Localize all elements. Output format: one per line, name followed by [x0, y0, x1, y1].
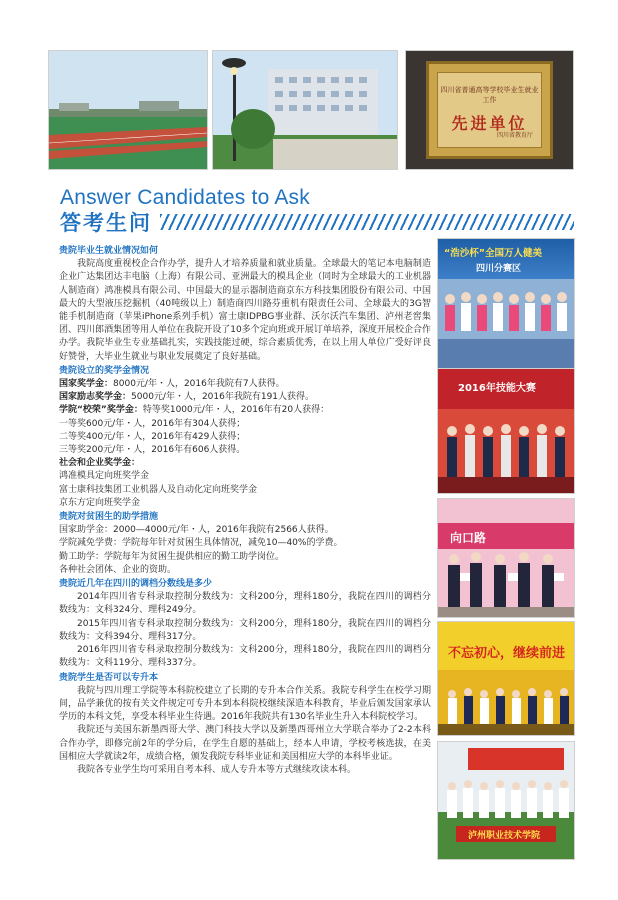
school-scholarship-label: 学院“校荣”奖学金：	[59, 405, 143, 416]
plaque-main-text: 先进单位	[451, 114, 528, 133]
second-prize: 二等奖400元/年・人，2016年有429人获得；	[59, 431, 246, 442]
section-heading-aid: 贵院对贫困生的助学措施	[59, 512, 159, 523]
third-prize: 三等奖200元/年・人，2016年有606人获得。	[59, 445, 246, 456]
upgrade-paragraph-3: 我院各专业学生均可采用自考本科、成人专升本等方式继续攻读本科。	[77, 764, 357, 775]
group-banner: 泸州职业技术学院	[468, 831, 541, 841]
social-scholarship-item: 京东方定向班奖学金	[59, 497, 141, 508]
social-scholarship-item: 鸿准模具定向班奖学金	[59, 471, 150, 482]
section-heading-upgrade: 贵院学生是否可以专升本	[59, 672, 159, 683]
first-prize: 一等奖600元/年・人，2016年有304人获得；	[59, 418, 246, 429]
school-scholarship	[59, 404, 431, 417]
sports-field-photo	[48, 50, 208, 170]
award-plaque-photo	[405, 50, 574, 170]
section-heading-scholarship: 贵院设立的奖学金情况	[59, 365, 150, 376]
national-scholarship	[59, 378, 431, 391]
employment-paragraph: 我院高度重视校企合作办学，提升人才培养质量和就业质量。全球最大的笔记本电脑制造企业广达集团达丰电脑（上海）有限公司、亚洲最大的模具企业（同时为全球最大的工业机器人制造商）鸿准模具有限公司、中国最大的显示器制造商京东方科技集团股份有限公司、中国最大的大型液压挖掘机（40吨级以上）制造商四川路芬重机有限责任公司、全球最大的3G智能手机制造商（苹果iPhone系列手机）富士康IDPBG事业群、沃尔沃汽车集团、泸州老窖集团、四川郎酒集团等用人单位在我院开设了10多个定向班或开展订单培养，深度开展校企合作办学。我院毕业生专业基础扎实，实践技能过硬，综合素质优秀，在以上用人单位广受好评良好赞誉，大毕业生就业与职业发展奠定了良好基础。	[59, 259, 431, 362]
ceremony-banner: 向口路	[450, 531, 487, 545]
score-2015: 2015年四川省专科录取控制分数线为：文科200分，理科180分，我院在四川的调档分数线为：文科394分、理科317分。	[59, 618, 431, 642]
concert-photo	[437, 621, 575, 736]
award-plaque	[426, 61, 553, 159]
fitness-event-photo	[437, 238, 575, 376]
fitness-banner-title: “浩沙杯”全国万人健美	[444, 248, 542, 259]
section-heading-scores: 贵院近几年在四川的调档分数线是多少	[59, 579, 213, 590]
hatch-divider	[160, 214, 574, 230]
aid-grant: 国家助学金：2000—4000元/年・人，2016年我院有2566人获得。	[59, 525, 334, 536]
aid-workstudy: 勤工助学：学院每年为贫困生提供相应的勤工助学岗位。	[59, 551, 285, 562]
concert-banner: 不忘初心，继续前进	[448, 646, 566, 661]
contest-banner: 2016年技能大赛	[458, 383, 536, 394]
inspirational-scholarship-text: 5000元/年・人，2016年我院有191人获得。	[131, 392, 315, 403]
upgrade-paragraph-2: 我院还与美国东新墨西哥大学、澳门科技大学以及新墨西哥州立大学联合举办了2-2本科合作办学，即修完前2年的学分后，在学生自愿的基础上，经本人申请，学校考核选拔，在美国相应大学就读2年，成绩合格，颁发我院专科毕业证和美国相应大学的本科毕业证。	[59, 725, 431, 762]
campus-building-photo	[212, 50, 398, 170]
fitness-banner-subtitle: 四川分赛区	[476, 264, 522, 274]
score-2016: 2016年四川省专科录取控制分数线为：文科200分，理科180分，我院在四川的调档分数线为：文科119分、理科337分。	[59, 645, 431, 669]
faq-content	[59, 244, 431, 777]
group-photo	[437, 741, 575, 860]
inspirational-scholarship-label: 国家励志奖学金：	[59, 392, 132, 403]
national-scholarship-text: 8000元/年・人，2016年我院有7人获得。	[113, 379, 285, 390]
score-2014: 2014年四川省专科录取控制分数线为：文科200分，理科180分，我院在四川的调档分数线为：文科324分、理科249分。	[59, 592, 431, 616]
ceremony-photo	[437, 498, 575, 618]
upgrade-paragraph-1: 我院与四川理工学院等本科院校建立了长期的专升本合作关系。我院专科学生在校学习期间，品学兼优的按有关文件规定可专升本到本科院校继续深造本科教育，毕业后颁发国家承认学历的本科文凭，享受本科毕业生待遇。2016年我院共有130名毕业生升入本科院校学习。	[59, 685, 431, 723]
aid-waiver: 学院减免学费：学院每年针对贫困生具体情况，减免10—40%的学费。	[59, 538, 343, 549]
plaque-issuer: 四川省教育厅	[496, 132, 533, 139]
chinese-title: 答考生问	[60, 211, 152, 235]
social-scholarship-item: 富士康科技集团工业机器人及自动化定向班奖学金	[59, 484, 258, 495]
aid-groups: 各种社会团体、企业的资助。	[59, 564, 177, 575]
plaque-top-text: 四川省普通高等学校毕业生就业工作	[440, 86, 539, 104]
school-scholarship-text: 特等奖1000元/年・人，2016年有20人获得：	[142, 405, 330, 416]
section-heading-employment: 贵院毕业生就业情况如何	[59, 246, 159, 256]
english-title: Answer Candidates to Ask	[60, 186, 310, 209]
national-scholarship-label: 国家奖学金：	[59, 379, 114, 390]
skills-contest-photo	[437, 368, 575, 494]
social-scholarship-label: 社会和企业奖学金：	[59, 458, 141, 469]
inspirational-scholarship	[59, 391, 431, 404]
